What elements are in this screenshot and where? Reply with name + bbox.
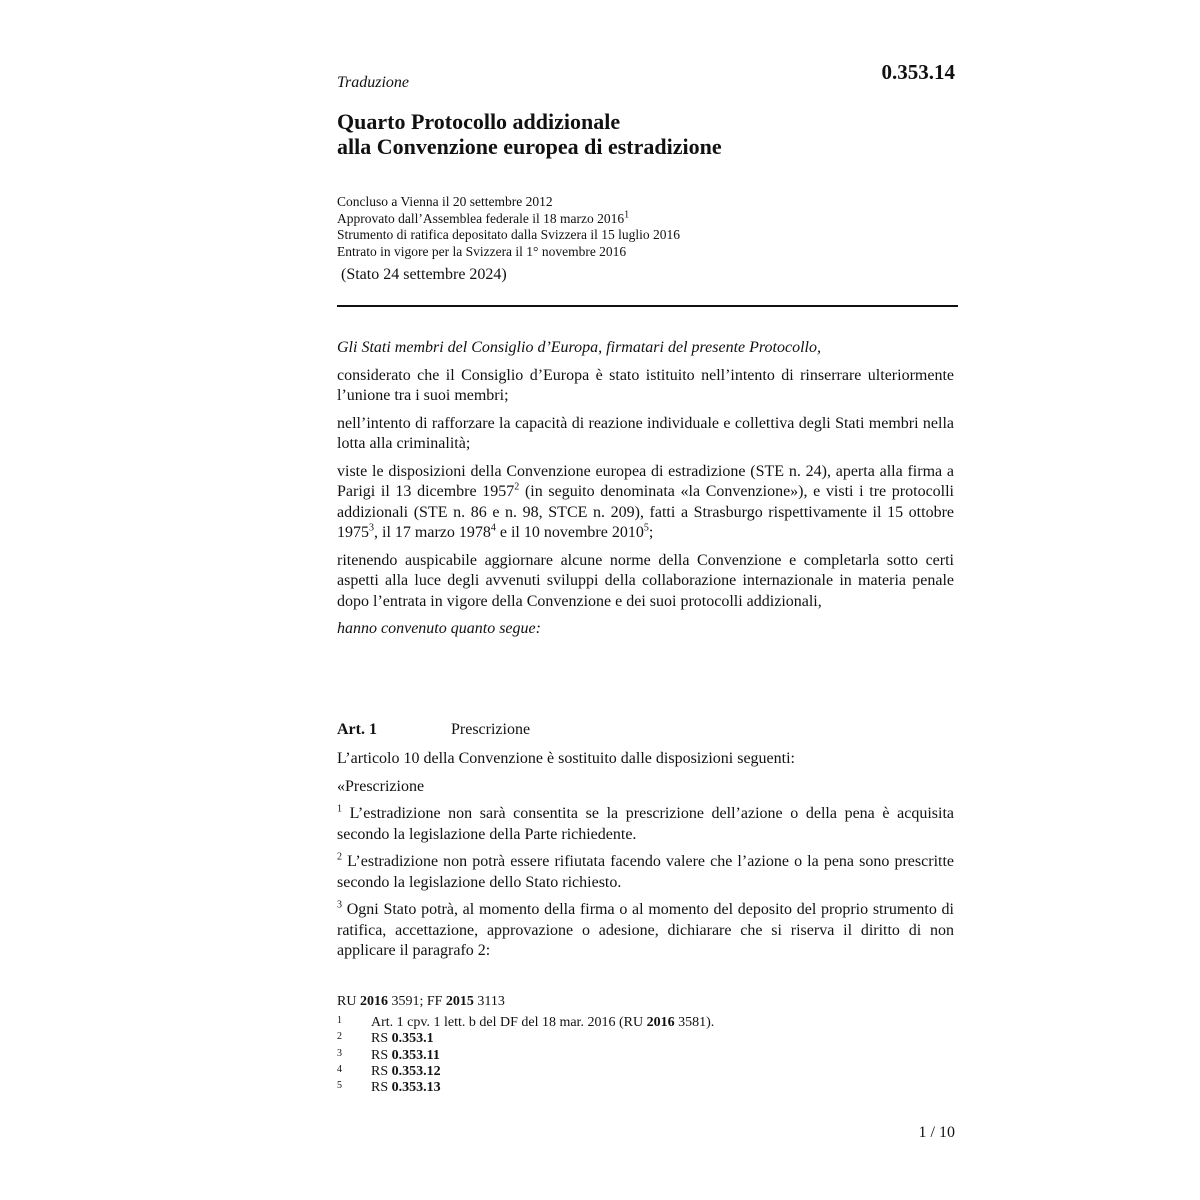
paragraph-3-text: Ogni Stato potrà, al momento della firma o al momento del deposito del proprio strumento di ratifica, accettazione, approvazione o adesione, dichiarare che si riserva il diritto di non applicare il paragrafo 2: bbox=[337, 901, 954, 959]
article-1-quote-title: «Prescrizione bbox=[337, 777, 425, 795]
footnote-number: 1 bbox=[337, 1015, 342, 1026]
footnote bbox=[337, 1031, 714, 1047]
footnote-text bbox=[371, 1031, 434, 1047]
document-title bbox=[337, 109, 722, 159]
footnote-ref-2[interactable]: 2 bbox=[514, 481, 520, 493]
footnote-ref-1[interactable]: 1 bbox=[624, 209, 630, 220]
p3-text-a: viste le disposizioni della Convenzione europea di estradizione (STE n. 24), aperta alla firma a Parigi il 13 dicembre 1957 bbox=[337, 462, 954, 500]
footnote-bold: 0.353.1 bbox=[391, 1031, 434, 1047]
title-line-1: Quarto Protocollo addizionale bbox=[337, 109, 621, 134]
footnote-bold: 2016 bbox=[646, 1015, 675, 1030]
footnote-bold: 0.353.11 bbox=[391, 1047, 440, 1063]
article-1-intro: L’articolo 10 della Convenzione è sostituito dalle disposizioni seguenti: bbox=[337, 750, 795, 767]
article-1-body bbox=[337, 749, 954, 969]
footnote-number: 2 bbox=[337, 1031, 342, 1043]
footnote-ref-3[interactable]: 3 bbox=[369, 522, 374, 534]
page-number: 1 / 10 bbox=[918, 1124, 955, 1141]
paragraph-number-2: 2 bbox=[337, 851, 342, 863]
footnote-number: 3 bbox=[337, 1047, 342, 1059]
footnote-text bbox=[371, 1015, 714, 1031]
footnote bbox=[337, 1080, 714, 1096]
footnote-pre: RS bbox=[371, 1031, 392, 1047]
footnote-text bbox=[371, 1064, 441, 1080]
preamble-paragraph-3 bbox=[337, 462, 954, 544]
footnote bbox=[337, 1048, 714, 1064]
footnote-pre: RS bbox=[371, 1063, 392, 1079]
meta-concluded: Concluso a Vienna il 20 settembre 2012 bbox=[337, 194, 553, 209]
preamble bbox=[337, 338, 954, 647]
paragraph-1-text: L’estradizione non sarà consentita se la prescrizione dell’azione o della pena è acquisita secondo la legislazione della Parte richiedente. bbox=[337, 805, 954, 843]
footnote-ref-5[interactable]: 5 bbox=[643, 522, 649, 534]
footnote-post: 3581). bbox=[674, 1015, 715, 1030]
document-metadata bbox=[337, 194, 680, 260]
footnote-text bbox=[371, 1048, 440, 1064]
footnote-number: 4 bbox=[337, 1063, 342, 1075]
status-date: (Stato 24 settembre 2024) bbox=[341, 266, 507, 283]
footnote-number: 5 bbox=[337, 1080, 342, 1092]
footnote bbox=[337, 1064, 714, 1080]
article-1-number: Art. 1 bbox=[337, 721, 377, 738]
article-1-paragraph-3 bbox=[337, 900, 954, 962]
preamble-paragraph-4: ritenendo auspicabile aggiornare alcune norme della Convenzione e completarla sotto certi aspetti alla luce degli avvenuti sviluppi della collaborazione internazionale in materia penale dopo l’entrata in vigore della Convenzione e dei suoi protocolli addizionali, bbox=[337, 551, 954, 610]
article-1-title: Prescrizione bbox=[451, 721, 531, 738]
footnote-pre: RS bbox=[371, 1047, 392, 1063]
translation-label: Traduzione bbox=[337, 74, 410, 91]
ru-text-e: 3113 bbox=[473, 994, 505, 1009]
meta-approved bbox=[337, 211, 680, 228]
footnote-ref-4[interactable]: 4 bbox=[490, 522, 496, 534]
p3-text-c: , il 17 marzo 1978 bbox=[374, 524, 491, 541]
footnote-text bbox=[371, 1080, 441, 1096]
meta-ratification: Strumento di ratifica depositato dalla Svizzera il 15 luglio 2016 bbox=[337, 227, 681, 242]
footnote-pre: RS bbox=[371, 1080, 392, 1096]
preamble-paragraph-2: nell’intento di rafforzare la capacità di reazione individuale e collettiva degli Stati membri nella lotta alla criminalità; bbox=[337, 414, 954, 452]
footnote-bold: 0.353.12 bbox=[391, 1063, 441, 1079]
footnote-pre: Art. 1 cpv. 1 lett. b del DF del 18 mar. 2016 (RU bbox=[371, 1015, 647, 1030]
footnote bbox=[337, 1015, 714, 1031]
p3-text-d: e il 10 novembre 2010 bbox=[495, 524, 644, 541]
ru-ff-reference bbox=[337, 994, 505, 1010]
ru-year: 2016 bbox=[359, 994, 388, 1009]
title-line-2: alla Convenzione europea di estradizione bbox=[337, 134, 722, 159]
ff-year: 2015 bbox=[445, 994, 474, 1009]
sr-number: 0.353.14 bbox=[881, 60, 955, 84]
footnotes bbox=[337, 1015, 714, 1096]
p3-text-b: (in seguito denominata «la Convenzione»), e visti i tre protocolli addizionali (STE n. 86 e n. 98, STCE n. 209), fatti a Strasburgo rispettivamente il 15 ottobre 1975 bbox=[337, 483, 955, 541]
article-1-paragraph-1 bbox=[337, 804, 954, 845]
article-1-heading bbox=[337, 721, 954, 739]
meta-approved-text: Approvato dall’Assemblea federale il 18 marzo 2016 bbox=[337, 210, 625, 226]
paragraph-number-3: 3 bbox=[337, 899, 342, 911]
p3-text-e: ; bbox=[648, 524, 654, 541]
paragraph-number-1: 1 bbox=[337, 803, 342, 815]
paragraph-2-text: L’estradizione non potrà essere rifiutata facendo valere che l’azione o la pena sono prescritte secondo la legislazione dello Stato richiesto. bbox=[337, 853, 954, 891]
preamble-intro: Gli Stati membri del Consiglio d’Europa, firmatari del presente Protocollo, bbox=[337, 339, 821, 356]
preamble-closing: hanno convenuto quanto segue: bbox=[337, 620, 541, 637]
meta-entry-into-force: Entrato in vigore per la Svizzera il 1° novembre 2016 bbox=[337, 243, 627, 259]
preamble-paragraph-1: considerato che il Consiglio d’Europa è stato istituito nell’intento di rinserrare ulteriormente l’unione tra i suoi membri; bbox=[337, 366, 954, 404]
ru-text-a: RU bbox=[337, 994, 360, 1009]
article-1-paragraph-2 bbox=[337, 852, 954, 893]
header-divider bbox=[337, 305, 958, 307]
ru-text-c: 3591; FF bbox=[387, 994, 446, 1009]
footnote-bold: 0.353.13 bbox=[391, 1080, 441, 1096]
